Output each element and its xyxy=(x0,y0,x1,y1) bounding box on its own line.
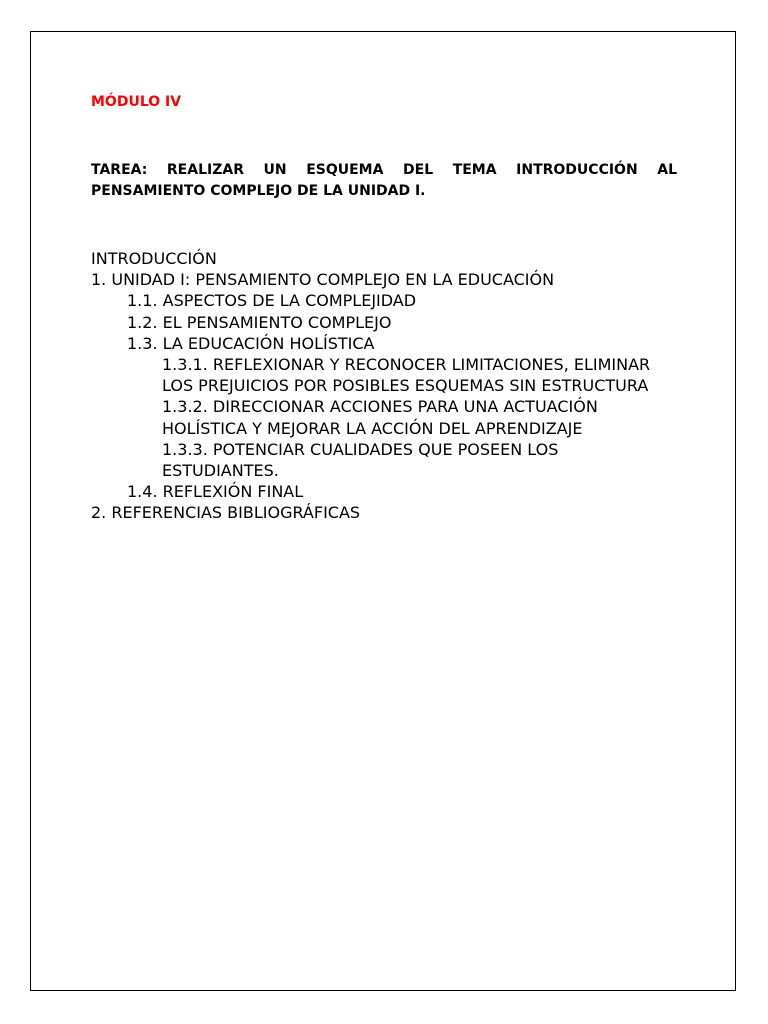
outline-item-1-3: 1.3. LA EDUCACIÓN HOLÍSTICA xyxy=(127,333,375,353)
document-page xyxy=(30,31,736,991)
outline-item-1-1: 1.1. ASPECTOS DE LA COMPLEJIDAD xyxy=(127,291,417,311)
outline-item-1-4: 1.4. REFLEXIÓN FINAL xyxy=(127,482,304,502)
outline-item-1-3-2: 1.3.2. DIRECCIONAR ACCIONES PARA UNA ACTUACIÓN HOLÍSTICA Y MEJORAR LA ACCIÓN DEL APRENDIZAJE xyxy=(162,397,598,438)
outline-item-introduccion: INTRODUCCIÓN xyxy=(91,249,217,268)
task-statement: TAREA: REALIZAR UN ESQUEMA DEL TEMA INTRODUCCIÓN AL PENSAMIENTO COMPLEJO DE LA UNIDAD I. xyxy=(91,162,677,199)
outline-item-1-3-1: 1.3.1. REFLEXIONAR Y RECONOCER LIMITACIONES, ELIMINAR LOS PREJUICIOS POR POSIBLES ESQUEMAS SIN ESTRUCTURA xyxy=(162,355,651,396)
outline-item-unidad-1: 1. UNIDAD I: PENSAMIENTO COMPLEJO EN LA EDUCACIÓN xyxy=(91,270,555,290)
module-title: MÓDULO IV xyxy=(91,94,182,110)
outline-list xyxy=(91,248,677,524)
outline-item-1-3-3: 1.3.3. POTENCIAR CUALIDADES QUE POSEEN LOS ESTUDIANTES. xyxy=(162,439,559,481)
outline-item-referencias: 2. REFERENCIAS BIBLIOGRÁFICAS xyxy=(91,503,361,523)
outline-item-1-2: 1.2. EL PENSAMIENTO COMPLEJO xyxy=(127,312,392,332)
